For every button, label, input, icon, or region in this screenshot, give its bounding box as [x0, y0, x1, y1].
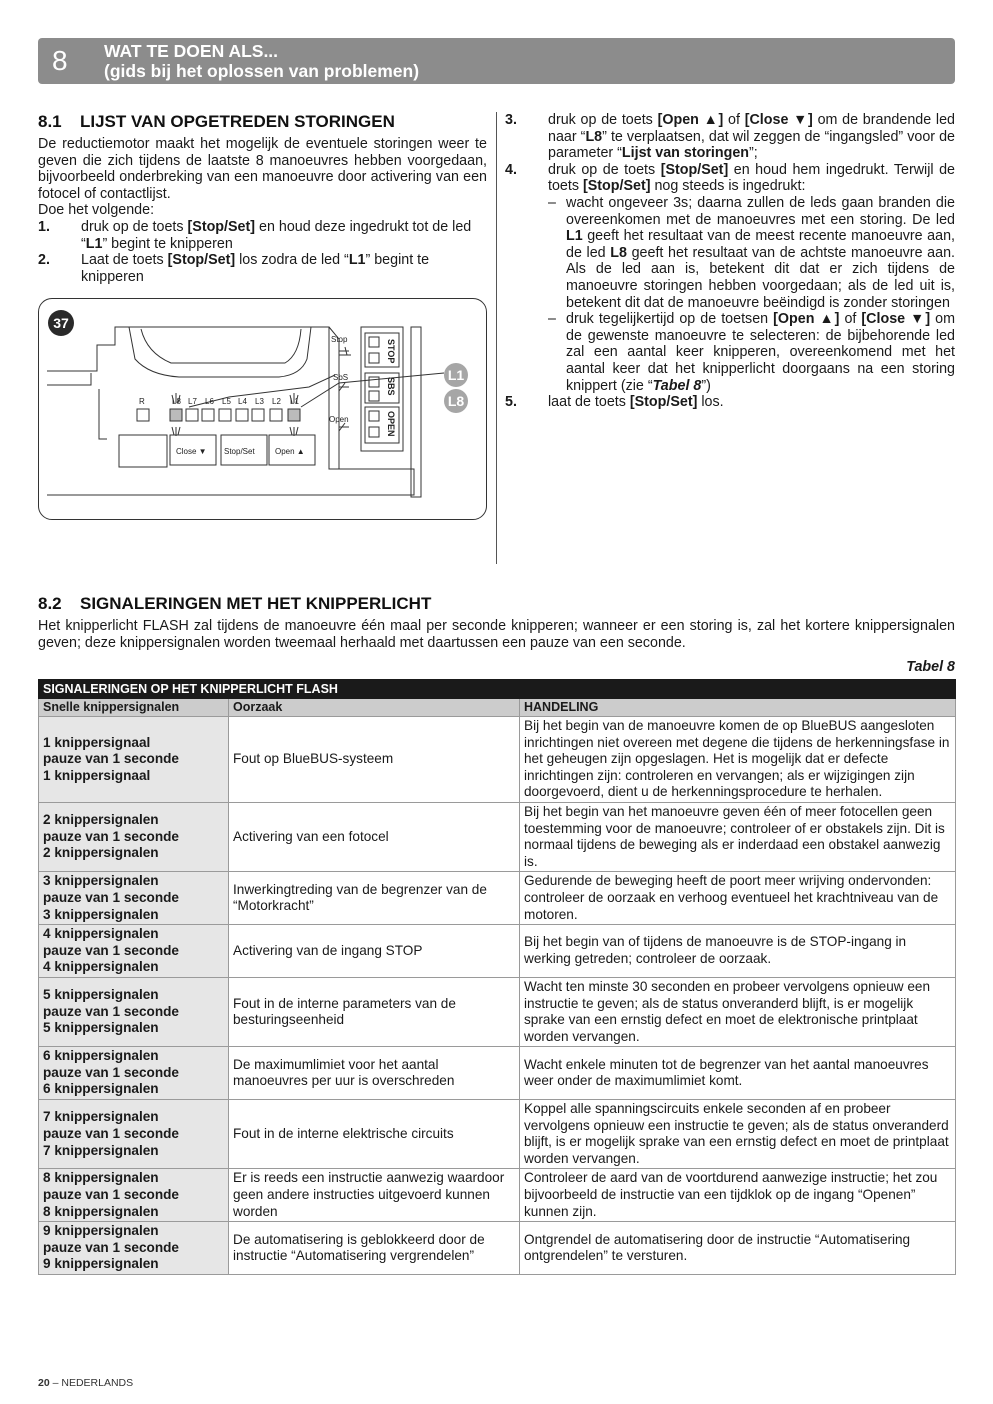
- led-label-l5: L5: [222, 397, 231, 406]
- cause-cell: Fout in de interne parameters van de besturingseenheid: [229, 977, 520, 1046]
- input-label-open: Open: [329, 415, 349, 424]
- signal-pattern-line: pauze van 1 seconde: [43, 1187, 179, 1203]
- signal-pattern-line: 4 knippersignalen: [43, 926, 159, 942]
- table-title: SIGNALERINGEN OP HET KNIPPERLICHT FLASH: [39, 680, 956, 699]
- led-label-l1: L1: [290, 397, 299, 406]
- step-3: 3. druk op de toets [Open ▲] of [Close ▼] om de brandende led naar “L8” te verplaatsen, dat wil zeggen de “ingangsled” voor de parameter “Lijst van storingen”;: [505, 112, 955, 162]
- action-cell: Controleer de aard van de voortdurend aanwezige instructie; het zou bijvoorbeeld de instructie van een tijdklok op de ingang “Openen” kunnen zijn.: [520, 1169, 956, 1222]
- table-row: [39, 1100, 956, 1169]
- cause-cell: Fout in de interne elektrische circuits: [229, 1100, 520, 1169]
- action-cell: Bij het begin van de manoeuvre komen de op BlueBUS aangesloten inrichtingen niet overeen met degene die tijdens de herkenningsfase in het geheugen zijn opgeslagen. Het is mogelijk dat er defecte inrichtingen zijn: controleren en vervangen; als er wijzigingen zijn doorgevoerd, dient u de herkenningsprocedure te herhalen.: [520, 717, 956, 803]
- terminal-label-open: OPEN: [386, 411, 396, 437]
- callout-l8: L8: [444, 389, 468, 413]
- signal-pattern-line: pauze van 1 seconde: [43, 1003, 179, 1019]
- signal-pattern-cell: [39, 1100, 229, 1169]
- signal-pattern-line: 1 knippersignaal: [43, 767, 151, 783]
- signal-pattern-line: 5 knippersignalen: [43, 987, 159, 1003]
- table-row: [39, 1047, 956, 1100]
- chapter-title-line1: WAT TE DOEN ALS...: [104, 41, 279, 61]
- led-label-r: R: [139, 397, 145, 406]
- signal-pattern-cell: [39, 717, 229, 803]
- figure-37-control-board: [38, 298, 487, 520]
- led-label-l3: L3: [255, 397, 264, 406]
- action-cell: Koppel alle spanningscircuits enkele seconden af en probeer vervolgens opnieuw een instructie te geven; als de status onveranderd blijft, is er mogelijk sprake van een ernstig defect en moet de printplaat worden vervangen.: [520, 1100, 956, 1169]
- open-button-label: Open ▲: [275, 447, 305, 456]
- signal-pattern-cell: [39, 872, 229, 925]
- table-row: [39, 925, 956, 978]
- signal-pattern-line: pauze van 1 seconde: [43, 828, 179, 844]
- action-cell: Bij het begin van of tijdens de manoeuvre is de STOP-ingang in werking getreden; controleer de oorzaak.: [520, 925, 956, 978]
- led-label-l8: L8: [172, 397, 181, 406]
- signal-pattern-line: 6 knippersignalen: [43, 1081, 159, 1097]
- section-8-1-left: [38, 112, 487, 285]
- section-8-1-heading: 8.1 LIJST VAN OPGETREDEN STORINGEN: [38, 112, 395, 131]
- chapter-title-line2: (gids bij het oplossen van problemen): [104, 61, 420, 81]
- signal-pattern-line: 5 knippersignalen: [43, 1020, 159, 1036]
- table-header-row: [39, 699, 956, 717]
- table-row: [39, 1169, 956, 1222]
- page-footer: 20 – NEDERLANDS: [38, 1377, 134, 1389]
- step-4-sub-1: – wacht ongeveer 3s; daarna zullen de leds gaan branden die overeenkomen met de manoeuvres met een storing. De led L1 geeft het resultaat van de meest recente manoeuvre aan, de led L8 geeft het resultaat van de achtste manoeuvre aan. Als de led aan is, betekent dit dat er zich tijdens de manoeuvre storingen hebben voorgedaan; als de led uit is, betekent dit dat de manoeuvre beëindigd is zonder storingen: [548, 194, 955, 311]
- section-8-1-right: [505, 112, 955, 411]
- led-label-l6: L6: [205, 397, 214, 406]
- chapter-number: 8: [52, 45, 68, 76]
- signal-pattern-line: pauze van 1 seconde: [43, 942, 179, 958]
- section-8-1-lead: Doe het volgende:: [38, 202, 155, 219]
- signal-pattern-line: pauze van 1 seconde: [43, 751, 179, 767]
- step-4: 4. druk op de toets [Stop/Set] en houd hem ingedrukt. Terwijl de toets [Stop/Set] nog steeds is ingedrukt: – wacht ongeveer 3s; daarna zullen de leds gaan branden die overeenkomen met de manoeuvres met een storing. De led L1 geeft het resultaat van de meest recente manoeuvre aan, de led L8 geeft het resultaat van de achtste manoeuvre aan. Als de led aan is, betekent dit dat er zich tijdens de manoeuvre storingen hebben voorgedaan; als de led uit is, betekent dit dat de manoeuvre beëindigd is zonder storingen – druk tegelijkertijd op de toetsen [Open ▲] of [Close ▼] om de gewenste manoeuvre te selecteren: de bijbehorende led zal een aantal keer knipperen, overeenkomend met het aantal keer dat het knipperlicht doorgaans na een storing knippert (zie “Tabel 8”): [505, 161, 955, 394]
- table-row: [39, 717, 956, 803]
- signal-pattern-cell: [39, 1169, 229, 1222]
- table-row: [39, 1222, 956, 1275]
- step-4-sub-2: – druk tegelijkertijd op de toetsen [Open ▲] of [Close ▼] om de gewenste manoeuvre te selecteren: de bijbehorende led zal een aantal keer knipperen, overeenkomend met het aantal keer dat het knipperlicht doorgaans na een storing knippert (zie “Tabel 8”): [548, 311, 955, 394]
- signal-pattern-line: pauze van 1 seconde: [43, 1064, 179, 1080]
- col-header-action: HANDELING: [520, 699, 956, 717]
- signal-pattern-line: 8 knippersignalen: [43, 1203, 159, 1219]
- signal-pattern-line: 4 knippersignalen: [43, 959, 159, 975]
- cause-cell: Activering van de ingang STOP: [229, 925, 520, 978]
- signal-table: [38, 679, 956, 1275]
- callout-l1: L1: [444, 363, 468, 387]
- action-cell: Gedurende de beweging heeft de poort meer wrijving ondervonden: controleer de oorzaak en verhoog eventueel het krachtniveau van de motoren.: [520, 872, 956, 925]
- footer-language: NEDERLANDS: [61, 1377, 134, 1389]
- action-cell: Ontgrendel de automatisering door de instructie “Automatisering ontgrendelen” te versturen.: [520, 1222, 956, 1275]
- action-cell: Wacht ten minste 30 seconden en probeer vervolgens opnieuw een instructie te geven; als de status onveranderd blijft, is er mogelijk sprake van een ernstig defect en moet de elektronische printplaat worden vervangen.: [520, 977, 956, 1046]
- page-number: 20: [38, 1377, 50, 1389]
- input-label-sbs: SbS: [333, 373, 349, 382]
- signal-pattern-line: 6 knippersignalen: [43, 1048, 159, 1064]
- cause-cell: De maximumlimiet voor het aantal manoeuvres per uur is overschreden: [229, 1047, 520, 1100]
- signal-pattern-line: 3 knippersignalen: [43, 906, 159, 922]
- signal-pattern-line: 2 knippersignalen: [43, 812, 159, 828]
- chapter-banner: [38, 38, 955, 84]
- signal-pattern-line: pauze van 1 seconde: [43, 889, 179, 905]
- close-button-label: Close ▼: [176, 447, 207, 456]
- signal-pattern-line: pauze van 1 seconde: [43, 1239, 179, 1255]
- col-header-signals: Snelle knippersignalen: [39, 699, 229, 717]
- table-row: [39, 977, 956, 1046]
- table-label: Tabel 8: [906, 659, 955, 675]
- section-8-2-heading: 8.2 SIGNALERINGEN MET HET KNIPPERLICHT: [38, 594, 432, 613]
- table-row: [39, 802, 956, 871]
- col-header-cause: Oorzaak: [229, 699, 520, 717]
- signal-pattern-line: 7 knippersignalen: [43, 1109, 159, 1125]
- cause-cell: Inwerkingtreding van de begrenzer van de “Motorkracht”: [229, 872, 520, 925]
- signal-pattern-cell: [39, 802, 229, 871]
- cause-cell: Activering van een fotocel: [229, 802, 520, 871]
- cause-cell: Fout op BlueBUS-systeem: [229, 717, 520, 803]
- signal-pattern-cell: [39, 925, 229, 978]
- signal-pattern-line: 8 knippersignalen: [43, 1170, 159, 1186]
- led-label-l4: L4: [238, 397, 247, 406]
- section-8-1-intro: De reductiemotor maakt het mogelijk de eventuele storingen weer te geven die zich tijdens de laatste 8 manoeuvres hebben voorgedaan, bijvoorbeeld onderbreking van een manoeuvre door activering van een fotocel of contactlijst.: [38, 136, 487, 202]
- signal-pattern-cell: [39, 977, 229, 1046]
- terminal-label-sbs: SBS: [386, 377, 396, 396]
- signal-pattern-line: 2 knippersignalen: [43, 845, 159, 861]
- action-cell: Wacht enkele minuten tot de begrenzer van het aantal manoeuvres weer onder de maximumlimiet komt.: [520, 1047, 956, 1100]
- signal-pattern-cell: [39, 1222, 229, 1275]
- signal-pattern-line: 3 knippersignalen: [43, 873, 159, 889]
- action-cell: Bij het begin van het manoeuvre geven één of meer fotocellen geen toestemming voor de manoeuvre; controleer of er obstakels zijn. Dit is normaal tijdens de beweging als er inderdaad een obstakel aanwezig is.: [520, 802, 956, 871]
- figure-number-badge: 37: [48, 310, 74, 336]
- step-2: 2. Laat de toets [Stop/Set] los zodra de led “L1” begint te knipperen: [38, 252, 430, 285]
- input-label-stop: Stop: [331, 335, 348, 344]
- signal-pattern-line: 9 knippersignalen: [43, 1223, 159, 1239]
- signal-pattern-line: 9 knippersignalen: [43, 1256, 159, 1272]
- cause-cell: Er is reeds een instructie aanwezig waardoor geen andere instructies uitgevoerd kunnen worden: [229, 1169, 520, 1222]
- signal-pattern-line: 7 knippersignalen: [43, 1142, 159, 1158]
- step-5: 5. laat de toets [Stop/Set] los.: [505, 394, 724, 411]
- signal-pattern-line: 1 knippersignaal: [43, 734, 151, 750]
- signal-pattern-line: pauze van 1 seconde: [43, 1125, 179, 1141]
- signal-pattern-cell: [39, 1047, 229, 1100]
- column-divider: [496, 112, 497, 564]
- terminal-label-stop: STOP: [386, 339, 396, 364]
- control-board-drawing: [39, 299, 488, 521]
- cause-cell: De automatisering is geblokkeerd door de instructie “Automatisering vergrendelen”: [229, 1222, 520, 1275]
- table-title-row: [39, 680, 956, 699]
- table-row: [39, 872, 956, 925]
- step-1: 1. druk op de toets [Stop/Set] en houd deze ingedrukt tot de led “L1” begint te knipperen: [38, 218, 472, 252]
- led-label-l7: L7: [188, 397, 197, 406]
- stopset-button-label: Stop/Set: [224, 447, 255, 456]
- section-8-2-text: Het knipperlicht FLASH zal tijdens de manoeuvre één maal per seconde knipperen; wanneer er een storing is, zal het kortere knippersignalen geven; deze knippersignalen worden tweemaal herhaald met daartussen een pauze van een seconde.: [38, 618, 955, 651]
- section-8-2: [38, 594, 955, 651]
- led-label-l2: L2: [272, 397, 281, 406]
